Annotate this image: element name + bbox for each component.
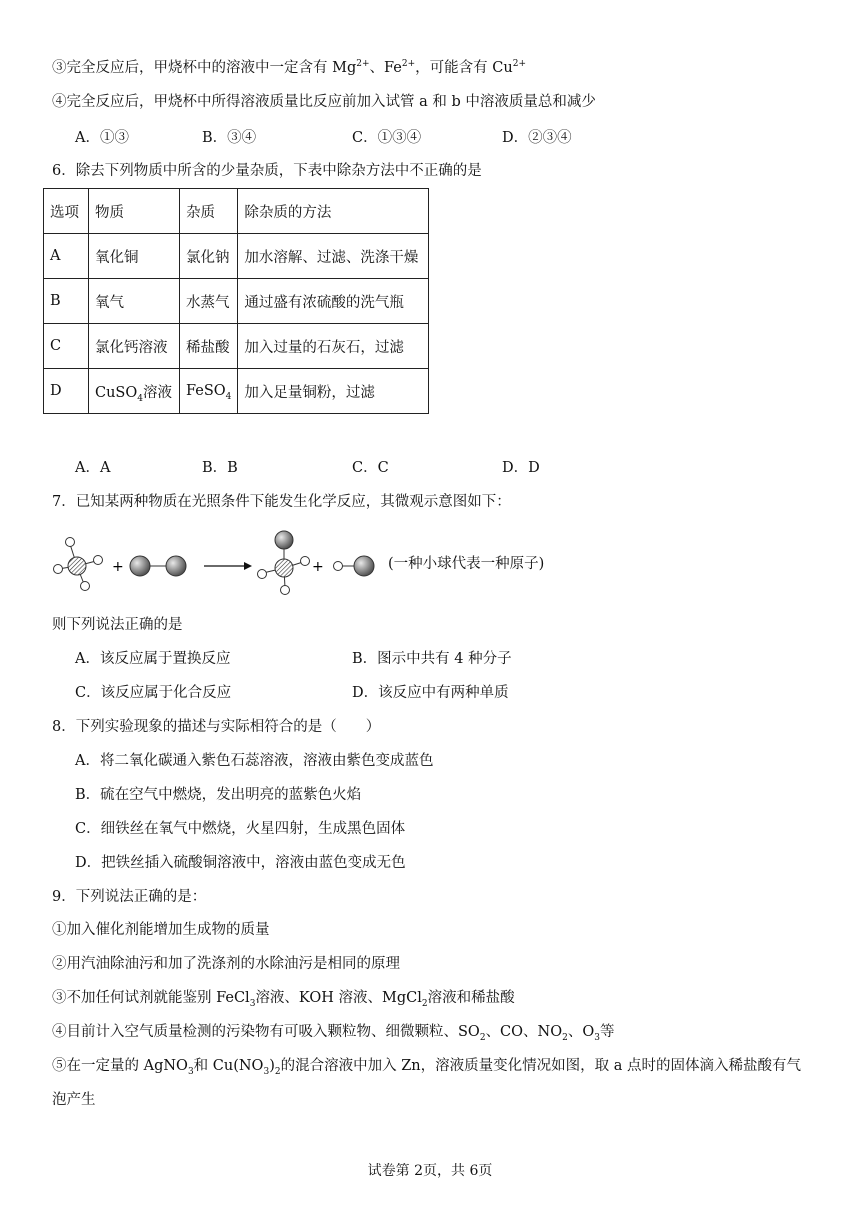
question-7-prompt: 则下列说法正确的是 — [52, 617, 183, 633]
molecule-reactant-2 — [130, 556, 186, 576]
q9-statement-1: ①加入催化剂能增加生成物的质量 — [52, 922, 270, 938]
plus-sign: + — [312, 559, 324, 575]
q8-option-d: D．把铁丝插入硫酸铜溶液中，溶液由蓝色变成无色 — [75, 855, 406, 871]
table-cell: 加入足量铜粉，过滤 — [238, 369, 429, 414]
q8-option-c: C．细铁丝在氧气中燃烧，火星四射，生成黑色固体 — [75, 821, 406, 837]
molecule-product-1 — [258, 531, 310, 595]
q6-option-d: D．D — [502, 460, 540, 476]
q9-statement-2: ②用汽油除油污和加了洗涤剂的水除油污是相同的原理 — [52, 956, 400, 972]
q7-option-a: A．该反应属于置换反应 — [75, 651, 231, 667]
table-cell: D — [44, 369, 89, 414]
table-cell: 氯化钠 — [180, 234, 238, 279]
table-cell: 稀盐酸 — [180, 324, 238, 369]
diagram-note: (一种小球代表一种原子) — [388, 556, 545, 572]
q5-option-a: A．①③ — [75, 130, 129, 146]
q9-statement-5: ⑤在一定量的 AgNO$_3$和 $Cu(NO_3)_2$的混合溶液中加入 Zn，溶液质量变化情况如图，取 a 点时的固体滴入稀盐酸有气 — [52, 1058, 801, 1077]
q5-option-d: D．②③④ — [502, 130, 572, 146]
question-8: 8．下列实验现象的描述与实际相符合的是（ ） — [52, 719, 381, 735]
plus-sign: + — [112, 559, 124, 575]
table-row — [44, 234, 429, 279]
table-cell: C — [44, 324, 89, 369]
table-cell: 通过盛有浓硫酸的洗气瓶 — [238, 279, 429, 324]
q7-option-c: C．该反应属于化合反应 — [75, 685, 232, 701]
table-cell: B — [44, 279, 89, 324]
statement-4: ④完全反应后，甲烧杯中所得溶液质量比反应前加入试管 a 和 b 中溶液质量总和减少 — [52, 94, 596, 110]
table-cell: 加水溶解、过滤、洗涤干燥 — [238, 234, 429, 279]
question-9: 9．下列说法正确的是： — [52, 889, 207, 905]
table-header: 杂质 — [180, 189, 238, 234]
table-cell: CuSO$_4$溶液 — [89, 369, 180, 414]
q6-option-b: B．B — [202, 460, 238, 476]
table-header: 物质 — [89, 189, 180, 234]
q9-statement-5-cont: 泡产生 — [52, 1092, 96, 1108]
molecule-reactant-1 — [54, 538, 103, 591]
q6-option-c: C．C — [352, 460, 389, 476]
q8-option-b: B．硫在空气中燃烧，发出明亮的蓝紫色火焰 — [75, 787, 362, 803]
q6-option-a: A．A — [75, 460, 111, 476]
page-footer: 试卷第 2页，共 6页 — [367, 1163, 493, 1179]
q8-option-a: A．将二氧化碳通入紫色石蕊溶液，溶液由紫色变成蓝色 — [75, 753, 434, 769]
table-cell: 氧化铜 — [89, 234, 180, 279]
table-header: 选项 — [44, 189, 89, 234]
table-cell: A — [44, 234, 89, 279]
table-cell: FeSO$_4$ — [180, 369, 238, 414]
q9-statement-4: ④目前计入空气质量检测的污染物有可吸入颗粒物、细微颗粒、$SO_2$、CO、$NO_2$、$O_3$等 — [52, 1024, 615, 1043]
q5-option-c: C．①③④ — [352, 130, 422, 146]
question-6: 6．除去下列物质中所含的少量杂质，下表中除杂方法中不正确的是 — [52, 163, 482, 179]
statement-3: ③完全反应后，甲烧杯中的溶液中一定含有 $Mg^{2+}$、$Fe^{2+}$，可能含有 $Cu^{2+}$ — [52, 59, 526, 76]
table-header: 除杂质的方法 — [238, 189, 429, 234]
table-row — [44, 279, 429, 324]
table-row — [44, 324, 429, 369]
impurity-table — [43, 188, 429, 414]
table-cell: 氯化钙溶液 — [89, 324, 180, 369]
table-header-row — [44, 189, 429, 234]
question-7: 7．已知某两种物质在光照条件下能发生化学反应，其微观示意图如下： — [52, 494, 511, 510]
q9-statement-3: ③不加任何试剂就能鉴别 FeCl$_3$溶液、KOH 溶液、MgCl$_2$溶液和稀盐酸 — [52, 990, 515, 1009]
q7-option-d: D．该反应中有两种单质 — [352, 685, 509, 701]
molecule-product-2 — [334, 556, 375, 576]
q5-option-b: B．③④ — [202, 130, 257, 146]
table-cell: 加入过量的石灰石，过滤 — [238, 324, 429, 369]
table-row — [44, 369, 429, 414]
table-cell: 氧气 — [89, 279, 180, 324]
q7-option-b: B．图示中共有 4 种分子 — [352, 651, 512, 667]
arrow-icon — [204, 562, 252, 570]
table-cell: 水蒸气 — [180, 279, 238, 324]
